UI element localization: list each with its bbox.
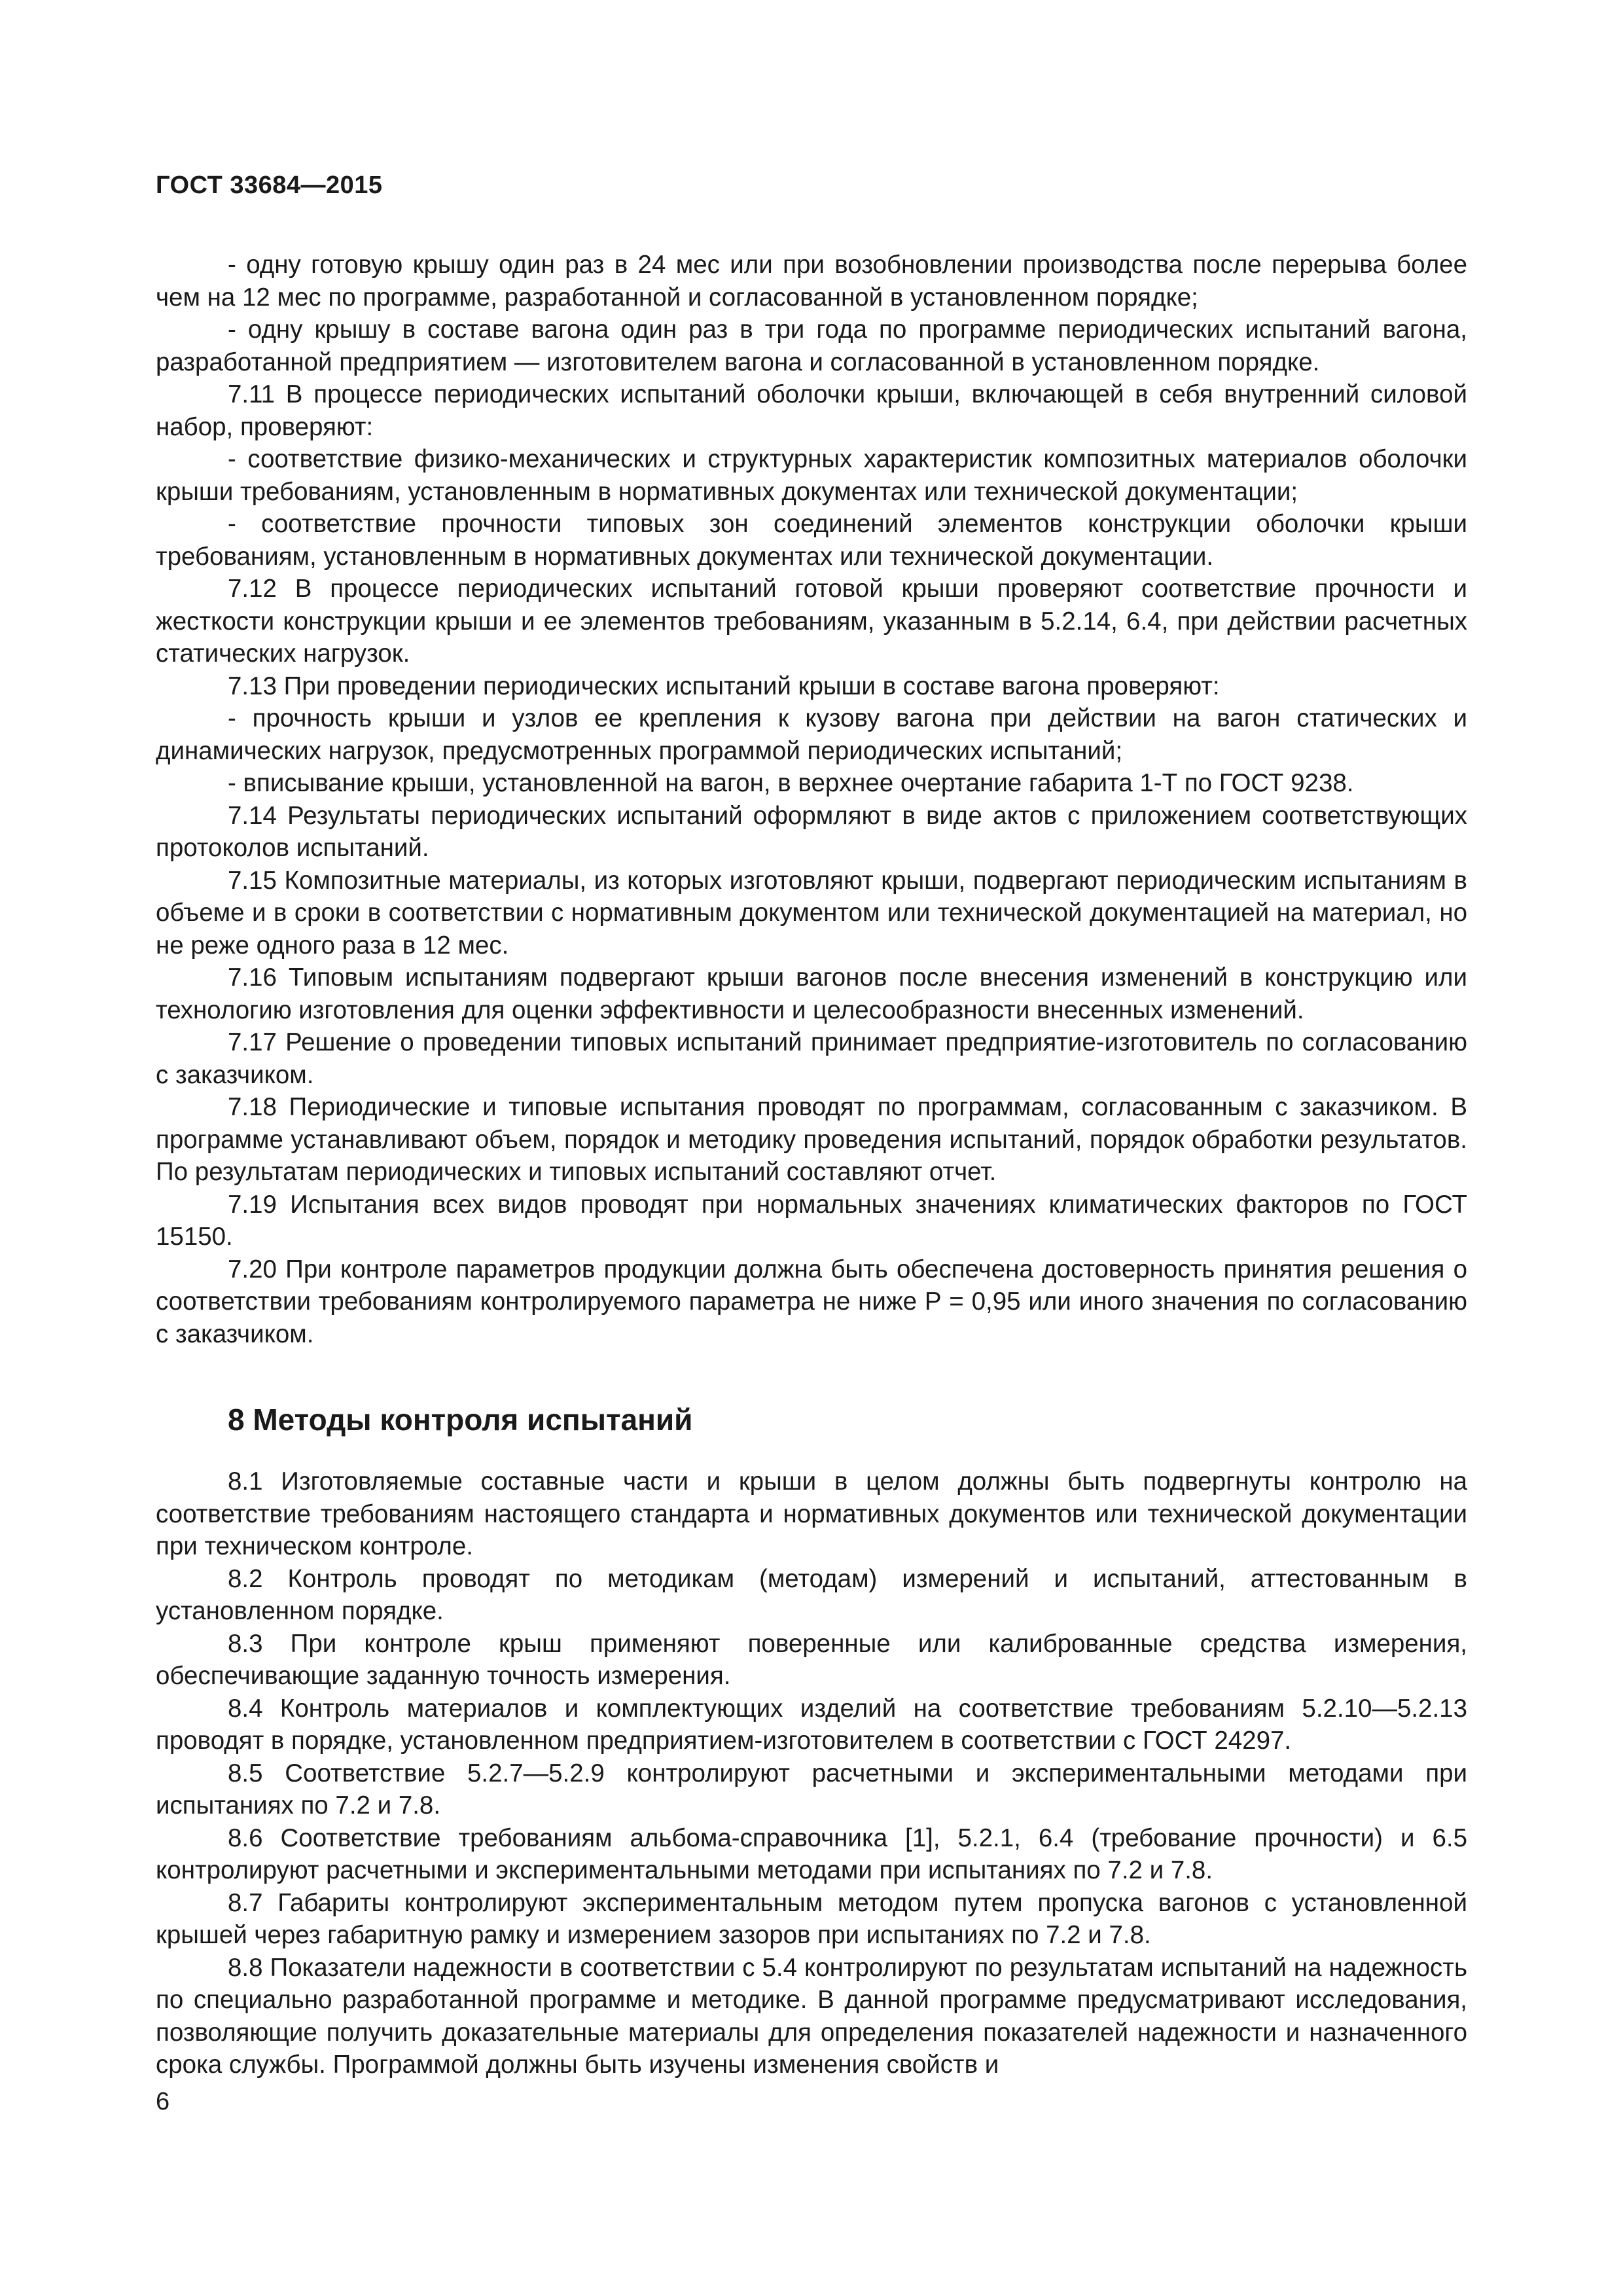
- paragraph: 7.13 При проведении периодических испытаний крыши в составе вагона проверяют:: [228, 672, 1220, 700]
- section-title: 8 Методы контроля испытаний: [228, 1403, 693, 1437]
- paragraph: 7.20 При контроле параметров продукции должна быть обеспечена достоверность принятия решения о соответствии требованиям контролируемого параметра не ниже Р = 0,95 или иного значения по согласованию с заказчиком.: [156, 1255, 1467, 1348]
- paragraph: - соответствие прочности типовых зон соединений элементов конструкции оболочки крыши требованиям, установленным в нормативных документах или технической документации.: [156, 510, 1467, 571]
- paragraph: - вписывание крыши, установленной на вагон, в верхнее очертание габарита 1-Т по ГОСТ 9238.: [228, 769, 1354, 797]
- paragraph: - соответствие физико-механических и структурных характеристик композитных материалов оболочки крыши требованиям, установленным в нормативных документах или технической документации;: [156, 445, 1467, 506]
- paragraph: 8.4 Контроль материалов и комплектующих изделий на соответствие требованиям 5.2.10—5.2.13 проводят в порядке, установленном предприятием-изготовителем в соответствии с ГОСТ 24297.: [156, 1694, 1467, 1755]
- paragraph: 7.18 Периодические и типовые испытания проводят по программам, согласованным с заказчиком. В программе устанавливают объем, порядок и методику проведения испытаний, порядок обработки результатов. По результатам периодических и типовых испытаний составляют отчет.: [156, 1093, 1467, 1186]
- paragraph: - одну крышу в составе вагона один раз в три года по программе периодических испытаний вагона, разработанной предприятием — изготовителем вагона и согласованной в установленном порядке.: [156, 315, 1467, 376]
- paragraph: 7.12 В процессе периодических испытаний готовой крыши проверяют соответствие прочности и жесткости конструкции крыши и ее элементов требованиям, указанным в 5.2.14, 6.4, при действии расчетных статических нагрузок.: [156, 575, 1467, 668]
- paragraph: 7.11 В процессе периодических испытаний оболочки крыши, включающей в себя внутренний силовой набор, проверяют:: [156, 380, 1467, 441]
- paragraph: 8.3 При контроле крыш применяют поверенные или калиброванные средства измерения, обеспечивающие заданную точность измерения.: [156, 1629, 1467, 1690]
- paragraph: 7.16 Типовым испытаниям подвергают крыши вагонов после внесения изменений в конструкцию или технологию изготовления для оценки эффективности и целесообразности внесенных изменений.: [156, 963, 1467, 1024]
- paragraph: 8.7 Габариты контролируют экспериментальным методом путем пропуска вагонов с установленной крышей через габаритную рамку и измерением зазоров при испытаниях по 7.2 и 7.8.: [156, 1888, 1467, 1949]
- paragraph: 7.19 Испытания всех видов проводят при нормальных значениях климатических факторов по ГОСТ 15150.: [156, 1190, 1467, 1251]
- paragraph: - одну готовую крышу один раз в 24 мес или при возобновлении производства после перерыва более чем на 12 мес по программе, разработанной и согласованной в установленном порядке;: [156, 251, 1467, 312]
- paragraph: 8.1 Изготовляемые составные части и крыши в целом должны быть подвергнуты контролю на соответствие требованиям настоящего стандарта и нормативных документов или технической документации при техническом контроле.: [156, 1467, 1467, 1560]
- page-number: 6: [156, 2088, 170, 2115]
- paragraph: - прочность крыши и узлов ее крепления к кузову вагона при действии на вагон статических и динамических нагрузок, предусмотренных программой периодических испытаний;: [156, 704, 1467, 765]
- document-header: ГОСТ 33684—2015: [156, 171, 383, 199]
- paragraph: 7.17 Решение о проведении типовых испытаний принимает предприятие-изготовитель по согласованию с заказчиком.: [156, 1028, 1467, 1089]
- paragraph: 8.5 Соответствие 5.2.7—5.2.9 контролируют расчетными и экспериментальными методами при испытаниях по 7.2 и 7.8.: [156, 1759, 1467, 1820]
- paragraph: 8.6 Соответствие требованиям альбома-справочника [1], 5.2.1, 6.4 (требование прочности) и 6.5 контролируют расчетными и экспериментальными методами при испытаниях по 7.2 и 7.8.: [156, 1823, 1467, 1884]
- paragraph: 8.8 Показатели надежности в соответствии с 5.4 контролируют по результатам испытаний на надежность по специально разработанной программе и методике. В данной программе предусматривают исследования, позволяющие получить доказательные материалы для определения показателей надежности и назначенного срока службы. Программой должны быть изучены изменения свойств и: [156, 1953, 1467, 2079]
- paragraph: 7.14 Результаты периодических испытаний оформляют в виде актов с приложением соответствующих протоколов испытаний.: [156, 801, 1467, 862]
- document-body: [156, 249, 1467, 2081]
- paragraph: 7.15 Композитные материалы, из которых изготовляют крыши, подвергают периодическим испытаниям в объеме и в сроки в соответствии с нормативным документом или технической документацией на материал, но не реже одного раза в 12 мес.: [156, 866, 1467, 960]
- paragraph: 8.2 Контроль проводят по методикам (методам) измерений и испытаний, аттестованным в установленном порядке.: [156, 1564, 1467, 1625]
